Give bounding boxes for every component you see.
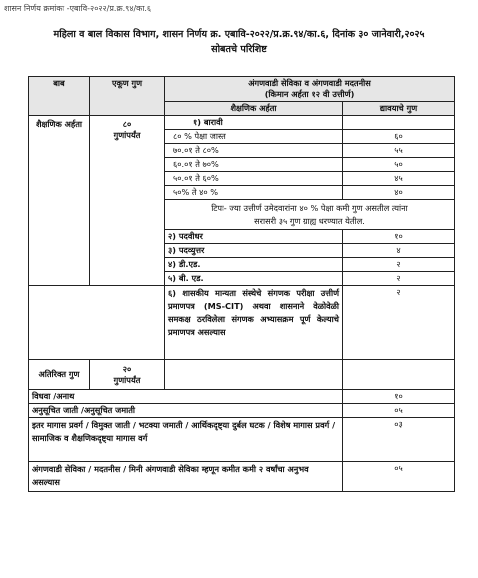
extra-marks-value: २० <box>122 363 132 374</box>
extra-blank <box>165 360 343 390</box>
bara-row-marks: ६० <box>343 130 455 144</box>
extra-row-marks: १० <box>343 390 455 404</box>
title-line-2: सोबतचे परिशिष्ट <box>211 44 267 55</box>
bara-row-marks: ५५ <box>343 144 455 158</box>
qual-label: ३) पदव्युत्तर <box>165 244 343 258</box>
qual-marks: २ <box>343 258 455 272</box>
head-edu-qual: शैक्षणिक अर्हता <box>165 102 343 116</box>
extra-row-label: अनुसूचित जाती /अनुसूचित जमाती <box>29 404 343 418</box>
qual-label: ४) डी.एड. <box>165 258 343 272</box>
extra-row-marks: ०५ <box>343 462 455 492</box>
bara-row-label: ६०.०१ ते ७०% <box>165 158 343 172</box>
head-item: बाब <box>29 77 90 116</box>
head-marks-given: द्यावयाचे गुण <box>343 102 455 116</box>
extra-marks-suffix: गुणांपर्यंत <box>113 374 141 385</box>
bara-marks <box>343 116 455 130</box>
bara-row-label: ७०.०१ ते ८०% <box>165 144 343 158</box>
mscit-label: ६) शासकीय मान्यता संस्थेचे संगणक परीक्षा उत्तीर्ण प्रमाणपत्र (MS-CIT) अथवा शासनाने वेळोवेळी समकक्ष ठरविलेला संगणक अभ्यासक्रम पूर्ण केल्याचे प्रमाणपत्र असल्यास <box>165 286 343 360</box>
extra-row-label: विधवा /अनाथ <box>29 390 343 404</box>
head-total-marks: एकूण गुण <box>90 77 165 116</box>
qual-marks: १० <box>343 230 455 244</box>
edu-marks-suffix: गुणांपर्यंत <box>113 130 141 140</box>
tip-note <box>165 200 455 230</box>
bara-row-label: ८० % पेक्षा जास्त <box>165 130 343 144</box>
marks-table <box>28 76 455 492</box>
title-line-1: महिला व बाल विकास विभाग, शासन निर्णय क्र. एबावि-२०२२/प्र.क्र.९४/का.६, दिनांक ३० जानेवारी,२०२५ <box>53 29 425 40</box>
bara-row-label: ५०% ते ४० % <box>165 186 343 200</box>
edu-label: शैक्षणिक अर्हता <box>35 119 82 129</box>
tip-line-2: सरासरी ३५ गुण ग्राह्य धरण्यात येतील. <box>254 215 365 226</box>
qual-label: २) पदवीधर <box>165 230 343 244</box>
edu-label-cell <box>29 116 90 286</box>
extra-marks-cell <box>90 360 165 390</box>
bara-row-marks: ४० <box>343 186 455 200</box>
edu-marks-value: ८० <box>122 119 132 129</box>
bara-row-marks: ४५ <box>343 172 455 186</box>
head-post <box>165 77 455 102</box>
extra-row-marks: ०३ <box>343 418 455 462</box>
mscit-marks: २ <box>343 286 455 360</box>
qual-marks: २ <box>343 272 455 286</box>
tip-line-1: टिपः- ज्या उत्तीर्ण उमेदवारांना ४० % पेक्षा कमी गुण असतील त्यांना <box>211 202 408 213</box>
extra-row-marks: ०५ <box>343 404 455 418</box>
page-header: शासन निर्णय क्रमांकः -एबावि-२०२२/प्र.क्र.९४/का.६ <box>4 4 152 13</box>
edu-continuation <box>29 286 165 360</box>
qual-marks: ४ <box>343 244 455 258</box>
bara-row-marks: ५० <box>343 158 455 172</box>
extra-label: अतिरिक्त गुण <box>29 360 90 390</box>
qual-label: ५) बी. एड. <box>165 272 343 286</box>
extra-row-label: अंगणवाडी सेविका / मदतनीस / मिनी अंगणवाडी सेविका म्हणून कमीत कमी २ वर्षांचा अनुभव असल्यास <box>29 462 343 492</box>
edu-marks-cell <box>90 116 165 286</box>
head-post-title: अंगणवाडी सेविका व अंगणवाडी मदतनीस <box>248 78 371 88</box>
extra-blank-marks <box>343 360 455 390</box>
head-post-min: (किमान अर्हता १२ वी उत्तीर्ण) <box>264 89 355 99</box>
document-title <box>0 27 478 57</box>
bara-label: १) बारावी <box>165 116 343 130</box>
bara-row-label: ५०.०१ ते ६०% <box>165 172 343 186</box>
extra-row-label: इतर मागास प्रवर्ग / विमुक्त जाती / भटक्या जमाती / आर्थिकदृष्ट्या दुर्बल घटक / विशेष मागास प्रवर्ग / सामाजिक व शैक्षणिकदृष्ट्या मागास वर्ग <box>29 418 343 462</box>
